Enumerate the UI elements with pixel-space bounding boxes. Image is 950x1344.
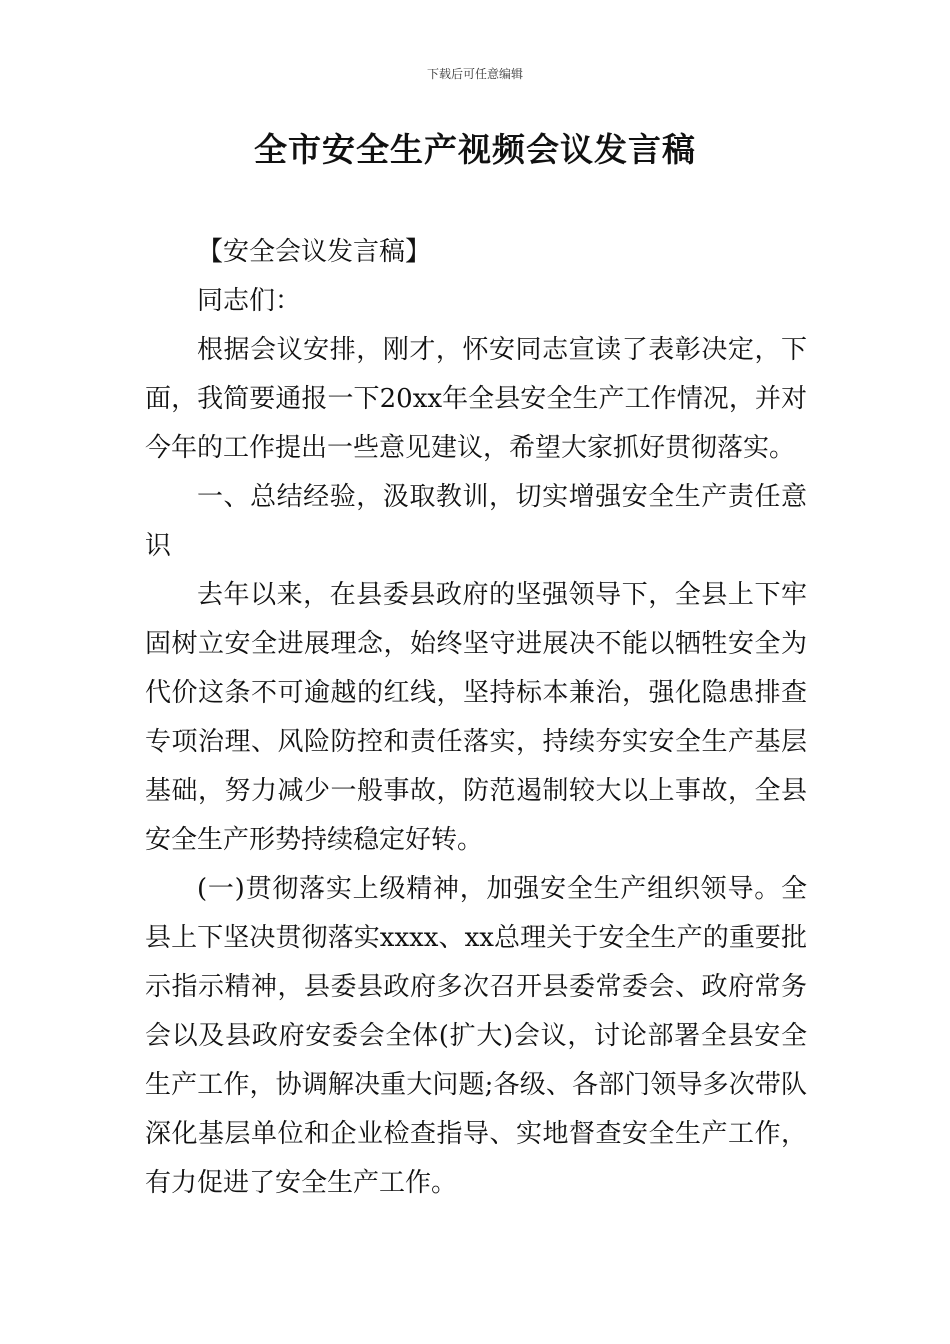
paragraph-intro: 根据会议安排，刚才，怀安同志宣读了表彰决定，下面，我简要通报一下20xx年全县安全生产工作情况，并对今年的工作提出一些意见建议，希望大家抓好贯彻落实。 [145,335,807,463]
paragraph-section-heading: 一、总结经验，汲取教训，切实增强安全生产责任意识 [145,482,807,561]
document-title: 全市安全生产视频会议发言稿 [254,130,696,169]
header-note: 下载后可任意编辑 [426,67,523,81]
paragraph-heading-tag: 【安全会议发言稿】 [197,237,432,267]
paragraph-salutation: 同志们： [197,286,302,316]
paragraph-subsection-1: (一)贯彻落实上级精神，加强安全生产组织领导。全县上下坚决贯彻落实xxxx、xx总理关于安全生产的重要批示指示精神，县委县政府多次召开县委常委会、政府常务会以及县政府安委会全体(扩大)会议，讨论部署全县安全生产工作，协调解决重大问题;各级、各部门领导多次带队深化基层单位和企业检查指导、实地督查安全生产工作，有力促进了安全生产工作。 [145,874,807,1198]
document-body [145,228,807,1208]
paragraph-summary: 去年以来，在县委县政府的坚强领导下，全县上下牢固树立安全进展理念，始终坚守进展决不能以牺牲安全为代价这条不可逾越的红线，坚持标本兼治，强化隐患排查专项治理、风险防控和责任落实，持续夯实安全生产基层基础，努力减少一般事故，防范遏制较大以上事故，全县安全生产形势持续稳定好转。 [145,580,807,855]
